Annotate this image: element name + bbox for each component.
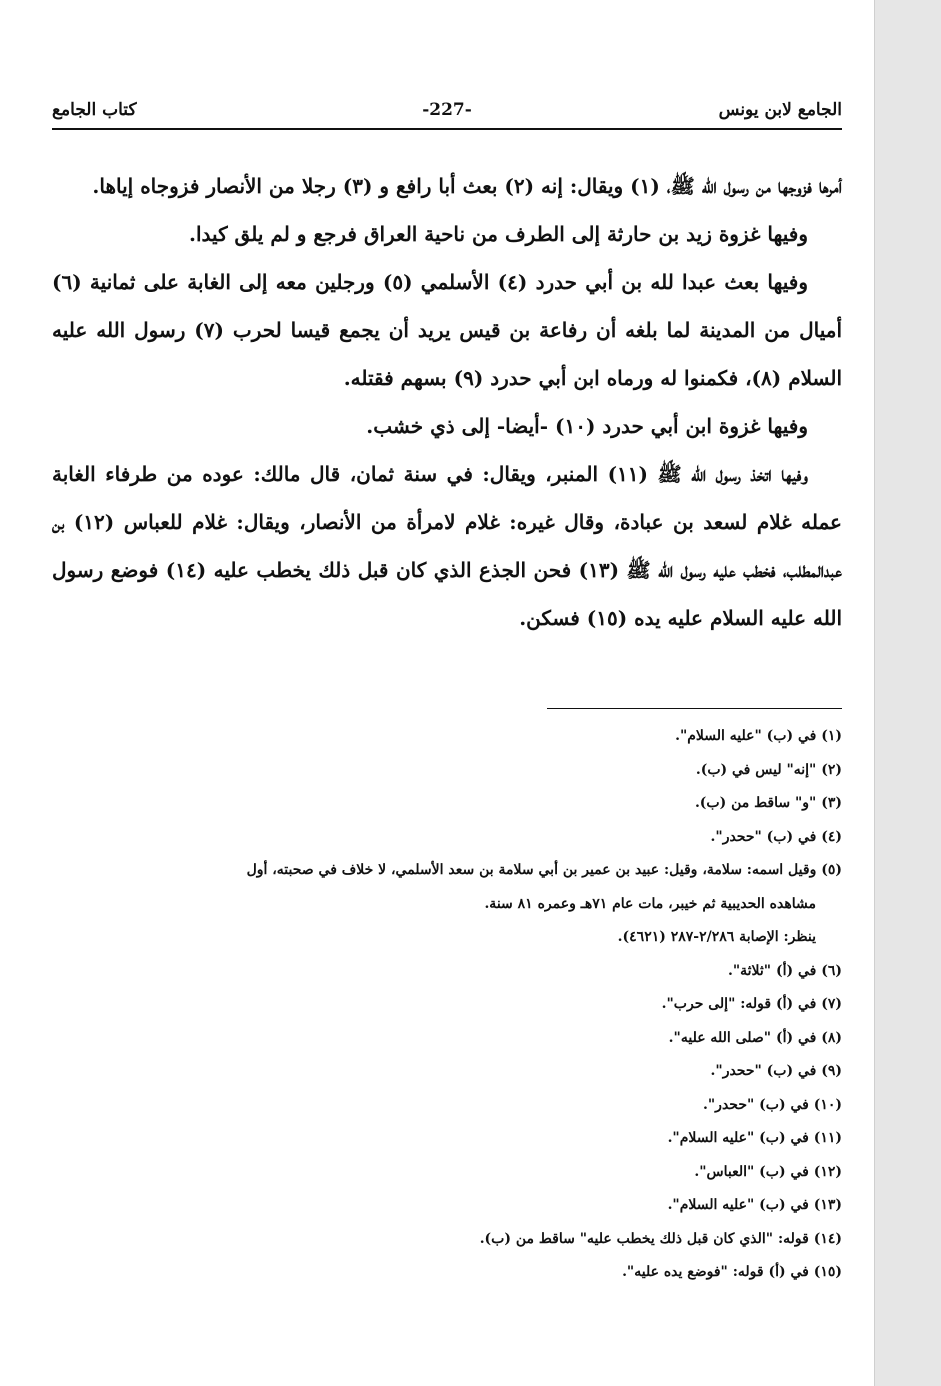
paragraph: وفيها غزوة ابن أبي حدرد (١٠) -أيضا- إلى ذي خشب. bbox=[366, 414, 808, 438]
footnote: (١٥) في (أ) قوله: "فوضع يده عليه". bbox=[622, 1264, 842, 1280]
footnote-continuation: مشاهده الحديبية ثم خيبر، مات عام ٧١هـ وعمره ٨١ سنة. bbox=[484, 895, 816, 912]
paragraph: وفيها اتخذ رسول الله ﷺ (١١) المنبر، ويقال: في سنة ثمان، قال مالك: عوده من طرفاء الغابة عمله غلام لسعد بن عبادة، وقال غيره: غلام لامرأة من الأنصار، ويقال: غلام للعباس (١٢) بن عبدالمطلب، فخطب عليه رسول الله ﷺ (١٣) فحن الجذع الذي كان قبل ذلك يخطب عليه (١٤) فوضع رسول الله عليه السلام عليه يده (١٥) فسكن. bbox=[52, 462, 843, 630]
paragraph: وفيها غزوة زيد بن حارثة إلى الطرف من ناحية العراق فرجع و لم يلق كيدا. bbox=[189, 222, 808, 246]
footnote: (٨) في (أ) "صلى الله عليه". bbox=[668, 1029, 842, 1046]
footnote: (٧) في (أ) قوله: "إلى حرب". bbox=[661, 996, 842, 1012]
footnote: (٢) "إنه" ليس في (ب). bbox=[695, 761, 842, 778]
footnote-separator bbox=[547, 708, 842, 709]
scan-margin-strip bbox=[874, 0, 941, 1386]
footnote: (١٢) في (ب) "العباس". bbox=[694, 1163, 842, 1180]
footnote: (١) في (ب) "عليه السلام". bbox=[675, 728, 842, 744]
running-title-right: الجامع لابن يونس bbox=[718, 100, 842, 120]
footnote: (٩) في (ب) "ححدر". bbox=[710, 1063, 842, 1079]
footnote: (٥) وقيل اسمه: سلامة، وقيل: عبيد بن عمير بن أبي سلامة بن سعد الأسلمي، لا خلاف في صحبته، أول bbox=[246, 862, 842, 878]
footnote-reference: ينظر: الإصابة ٢/٢٨٦-٢٨٧ (٤٦٢١). bbox=[617, 929, 816, 945]
footnote: (٤) في (ب) "ححدر". bbox=[710, 828, 842, 845]
header-rule bbox=[52, 128, 842, 130]
footnote: (١١) في (ب) "عليه السلام". bbox=[667, 1130, 842, 1146]
footnote: (١٤) قوله: "الذي كان قبل ذلك يخطب عليه" ساقط من (ب). bbox=[479, 1230, 842, 1247]
running-title-left: كتاب الجامع bbox=[52, 100, 137, 120]
footnote: (٣) "و" ساقط من (ب). bbox=[694, 795, 842, 811]
running-header bbox=[52, 96, 842, 130]
paragraph: أمرها فزوجها من رسول الله ﷺ، (١) ويقال: إنه (٢) بعث أبا رافع و (٣) رجلا من الأنصار فزوجاه إياها. bbox=[92, 174, 842, 198]
page-number: -227- bbox=[422, 100, 472, 120]
paragraph: وفيها بعث عبدا لله بن أبي حدرد (٤) الأسلمي (٥) ورجلين معه إلى الغابة على ثمانية (٦) أميال من المدينة لما بلغه أن رفاعة بن قيس يريد أن يجمع قيسا لحرب (٧) رسول الله عليه السلام (٨)، فكمنوا له ورماه ابن أبي حدرد (٩) بسهم فقتله. bbox=[52, 270, 843, 390]
footnotes bbox=[52, 720, 842, 1290]
footnote: (١٣) في (ب) "عليه السلام". bbox=[667, 1197, 842, 1213]
footnote: (٦) في (أ) "ثلاثة". bbox=[727, 962, 842, 979]
main-text bbox=[52, 162, 842, 642]
footnote: (١٠) في (ب) "ححدر". bbox=[703, 1096, 842, 1113]
